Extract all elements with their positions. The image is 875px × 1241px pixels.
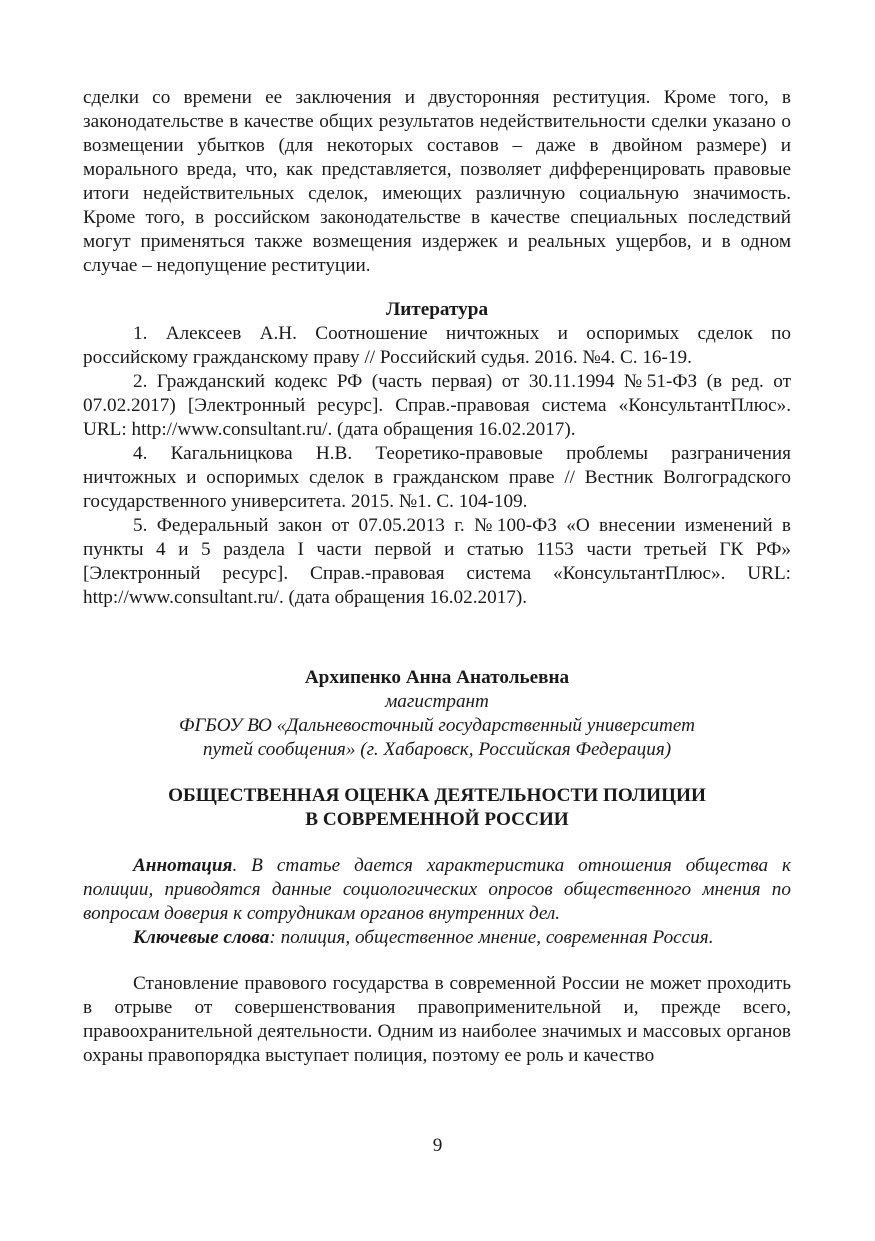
continuation-paragraph: сделки со времени ее заключения и двусторонняя реституция. Кроме того, в законодательстве в качестве общих результатов недействительности сделки указано о возмещении убытков (для некоторых составов – даже в двойном размере) и морального вреда, что, как представляется, позволяет дифференцировать правовые итоги недействительных сделок, имеющих различную социальную значимость. Кроме того, в российском законодательстве в качестве специальных последствий могут применяться также возмещения издержек и реальных ущербов, и в одном случае – недопущение реституции. — [83, 87, 791, 276]
reference-item: 4. Кагальницкова Н.В. Теоретико-правовые проблемы разграничения ничтожных и оспоримых сделок в гражданском праве // Вестник Волгоградского государственного университета. 2015. №1. С. 104-109. — [83, 443, 791, 512]
author-name: Архипенко Анна Анатольевна — [304, 667, 570, 688]
article-title-line1: ОБЩЕСТВЕННАЯ ОЦЕНКА ДЕЯТЕЛЬНОСТИ ПОЛИЦИИ — [168, 785, 706, 806]
article-title — [83, 784, 791, 832]
author-affiliation-line1: ФГБОУ ВО «Дальневосточный государственный университет — [179, 715, 695, 736]
author-affiliation-line2: путей сообщения» (г. Хабаровск, Российская Федерация) — [202, 739, 672, 760]
spacer — [83, 278, 791, 298]
abstract-label: Аннотация — [133, 855, 233, 876]
reference-item: 5. Федеральный закон от 07.05.2013 г. №100-ФЗ «О внесении изменений в пункты 4 и 5 раздела I части первой и статью 1153 части третьей ГК РФ» [Электронный ресурс]. Справ.-правовая система «КонсультантПлюс». URL: http://www.consultant.ru/. (дата обращения 16.02.2017). — [83, 515, 791, 608]
body-paragraph: Становление правового государства в современной России не может проходить в отрыве от совершенствования правоприменительной и, прежде всего, правоохранительной деятельности. Одним из наиболее значимых и массовых органов охраны правопорядка выступает полиция, поэтому ее роль и качество — [83, 973, 791, 1066]
spacer — [83, 610, 791, 666]
spacer — [83, 950, 791, 972]
spacer — [83, 762, 791, 784]
abstract-paragraph — [83, 854, 791, 926]
article-title-line2: В СОВРЕМЕННОЙ РОССИИ — [305, 809, 569, 830]
page-number: 9 — [432, 1135, 443, 1156]
author-position: магистрант — [385, 691, 489, 712]
reference-item: 1. Алексеев А.Н. Соотношение ничтожных и оспоримых сделок по российскому гражданскому праву // Российский судья. 2016. №4. С. 16-19. — [83, 323, 791, 368]
keywords-paragraph — [83, 926, 791, 950]
keywords-label: Ключевые слова — [133, 927, 270, 948]
references-list — [83, 322, 791, 610]
keywords-text: : полиция, общественное мнение, современная Россия. — [269, 927, 714, 948]
spacer — [83, 832, 791, 854]
page-content — [83, 86, 791, 1068]
author-block — [83, 666, 791, 762]
reference-item: 2. Гражданский кодекс РФ (часть первая) от 30.11.1994 №51-ФЗ (в ред. от 07.02.2017) [Электронный ресурс]. Справ.-правовая система «КонсультантПлюс». URL: http://www.consultant.ru/. (дата обращения 16.02.2017). — [83, 371, 791, 440]
references-heading: Литература — [385, 299, 489, 320]
abstract-text: . В статье дается характеристика отношения общества к полиции, приводятся данные социологических опросов общественного мнения по вопросам доверия к сотрудникам органов внутренних дел. — [83, 855, 791, 924]
